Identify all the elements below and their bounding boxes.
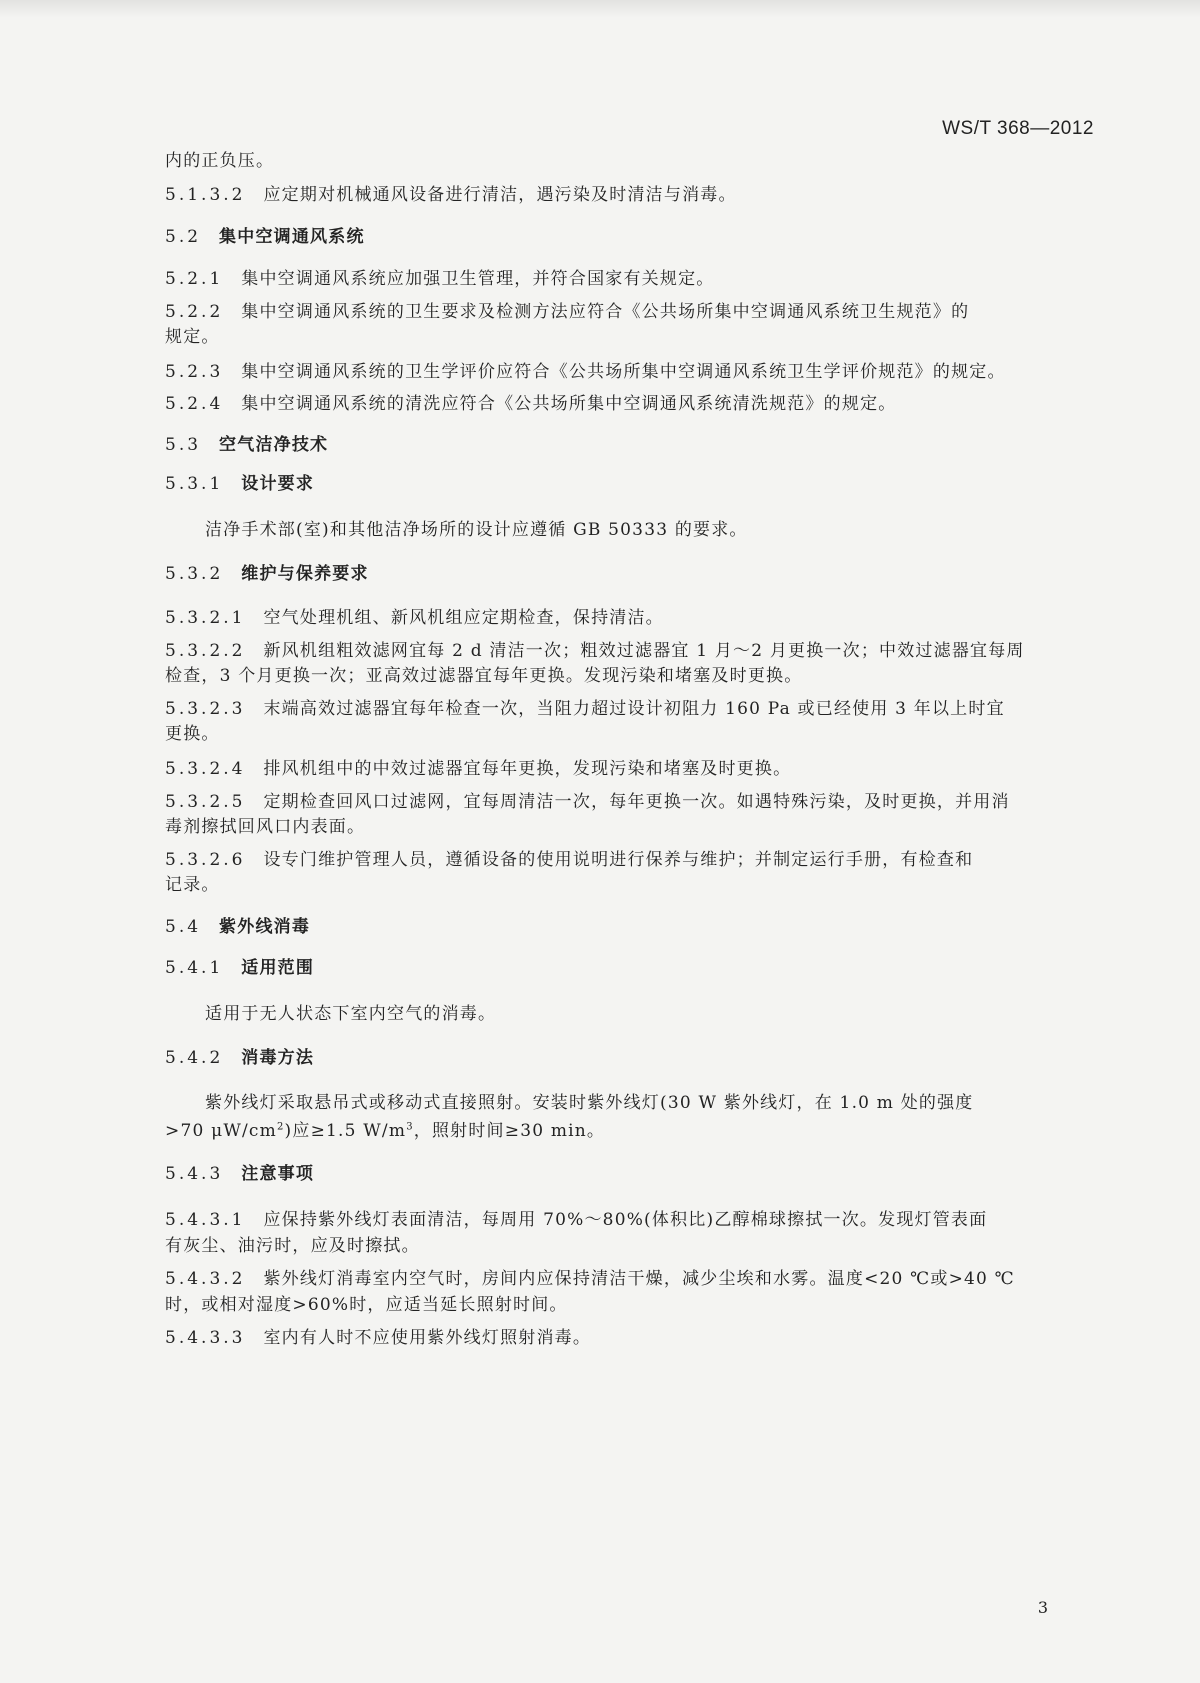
clause: 5.3.2.4 排风机组中的中效过滤器宜每年更换，发现污染和堵塞及时更换。 [165, 759, 792, 779]
text-line: 毒剂擦拭回风口内表面。 [165, 817, 366, 837]
standard-code: WS/T 368—2012 [942, 118, 1094, 139]
clause: 5.3.2.3 末端高效过滤器宜每年检查一次，当阻力超过设计初阻力 160 Pa 或已经使用 3 年以上时宜 [165, 699, 1005, 719]
page-number: 3 [1037, 1598, 1048, 1617]
clause: 5.4.3.3 室内有人时不应使用紫外线灯照射消毒。 [165, 1328, 592, 1348]
section-heading: 5.3 空气洁净技术 [165, 435, 329, 455]
paragraph: 洁净手术部(室)和其他洁净场所的设计应遵循 GB 50333 的要求。 [205, 520, 748, 540]
section-heading: 5.2 集中空调通风系统 [165, 227, 365, 247]
subsection-heading: 5.3.2 维护与保养要求 [165, 564, 369, 584]
clause: 5.3.2.5 定期检查回风口过滤网，宜每周清洁一次，每年更换一次。如遇特殊污染，及时更换，并用消 [165, 792, 1010, 812]
clause: 5.2.1 集中空调通风系统应加强卫生管理，并符合国家有关规定。 [165, 269, 715, 289]
paragraph: 适用于无人状态下室内空气的消毒。 [205, 1004, 497, 1024]
text-line: 记录。 [165, 875, 220, 895]
subsection-heading: 5.4.3 注意事项 [165, 1164, 315, 1184]
section-heading: 5.4 紫外线消毒 [165, 917, 311, 937]
text-line: 更换。 [165, 724, 220, 744]
clause: 5.3.2.6 设专门维护管理人员，遵循设备的使用说明进行保养与维护；并制定运行手册，有检查和 [165, 850, 974, 870]
text-line: 检查，3 个月更换一次；亚高效过滤器宜每年更换。发现污染和堵塞及时更换。 [165, 666, 803, 686]
clause: 5.2.4 集中空调通风系统的清洗应符合《公共场所集中空调通风系统清洗规范》的规定。 [165, 394, 897, 414]
text-line: 有灰尘、油污时，应及时擦拭。 [165, 1236, 420, 1256]
clause: 5.2.3 集中空调通风系统的卫生学评价应符合《公共场所集中空调通风系统卫生学评价规范》的规定。 [165, 362, 1006, 382]
text-line: 规定。 [165, 327, 220, 347]
clause: 5.4.3.1 应保持紫外线灯表面清洁，每周用 70%～80%(体积比)乙醇棉球擦拭一次。发现灯管表面 [165, 1210, 988, 1230]
subsection-heading: 5.4.2 消毒方法 [165, 1048, 315, 1068]
scan-edge [0, 0, 1200, 18]
subsection-heading: 5.3.1 设计要求 [165, 474, 315, 494]
text-line: 时，或相对湿度>60%时，应适当延长照射时间。 [165, 1295, 568, 1315]
text-line: 内的正负压。 [165, 151, 275, 171]
subsection-heading: 5.4.1 适用范围 [165, 958, 315, 978]
clause: 5.4.3.2 紫外线灯消毒室内空气时，房间内应保持清洁干燥，减少尘埃和水雾。温度<20 ℃或>40 ℃ [165, 1269, 1015, 1289]
clause: 5.2.2 集中空调通风系统的卫生要求及检测方法应符合《公共场所集中空调通风系统卫生规范》的 [165, 302, 970, 322]
clause: 5.3.2.1 空气处理机组、新风机组应定期检查，保持清洁。 [165, 608, 664, 628]
clause: 5.1.3.2 应定期对机械通风设备进行清洁，遇污染及时清洁与消毒。 [165, 185, 737, 205]
clause: 5.3.2.2 新风机组粗效滤网宜每 2 d 清洁一次；粗效过滤器宜 1 月～2 月更换一次；中效过滤器宜每周 [165, 641, 1025, 661]
text-line: >70 $\mu W/cm^2$)应≥1.5 $W/m^3$，照射时间≥30 min。 [165, 1121, 606, 1141]
paragraph: 紫外线灯采取悬吊式或移动式直接照射。安装时紫外线灯(30 W 紫外线灯，在 1.0 m 处的强度 [205, 1093, 974, 1113]
